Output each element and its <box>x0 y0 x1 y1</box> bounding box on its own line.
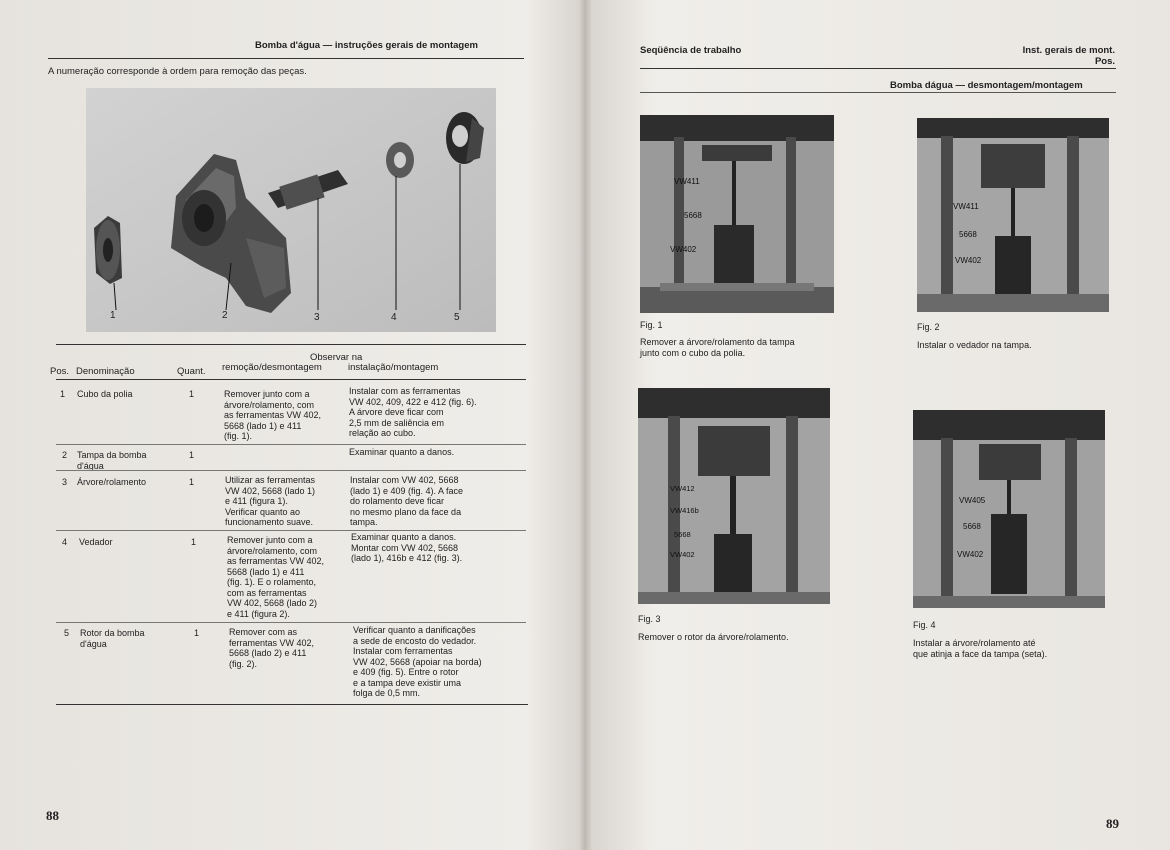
row-removal: Remover junto com a árvore/rolamento, com as ferramentas VW 402, 5668 (lado 1) e 411 (fig. 1). E o rolamento, com as ferramentas VW 402, 5668 (lado 2) e 411 (figura 2). <box>227 535 325 619</box>
table-top-rule <box>56 344 526 345</box>
tool-label: 5668 <box>684 211 702 220</box>
fig4-caption: Instalar a árvore/rolamento até que atinja a face da tampa (seta). <box>913 638 1048 659</box>
row-divider <box>56 530 526 531</box>
page-number: 89 <box>1106 816 1119 831</box>
header-right-1: Inst. gerais de mont. <box>1022 45 1115 56</box>
row-install: Examinar quanto a danos. <box>349 447 455 457</box>
page-header: Bomba d'água — instruções gerais de montagem <box>255 40 478 51</box>
tool-label: VW402 <box>957 550 984 559</box>
row-name: Vedador <box>79 537 113 547</box>
page-number: 88 <box>46 808 59 823</box>
col-install-header: instalação/montagem <box>348 362 439 373</box>
row-name: Rotor da bomba d'água <box>80 628 145 649</box>
row-pos: 3 <box>62 477 68 487</box>
part-number-2: 2 <box>222 310 228 321</box>
row-removal: Remover junto com a árvore/rolamento, com as ferramentas VW 402, 5668 (lado 1) e 411 (fig. 1). <box>224 389 322 441</box>
row-divider <box>56 444 526 445</box>
header-right-2: Pos. <box>1094 56 1115 67</box>
tool-label: VW402 <box>670 550 695 559</box>
col-pos-header: Pos. <box>50 366 70 377</box>
row-pos: 1 <box>60 389 66 399</box>
row-qty: 1 <box>189 389 195 399</box>
row-name: Tampa da bomba d'água <box>77 450 147 471</box>
row-pos: 4 <box>62 537 68 547</box>
row-pos: 2 <box>62 450 68 460</box>
tool-label: VW416b <box>670 506 699 515</box>
fig4-photo <box>913 410 1105 608</box>
tool-label: VW402 <box>955 256 982 265</box>
col-name-header: Denominação <box>76 366 135 377</box>
row-install: Instalar com VW 402, 5668 (lado 1) e 409 (fig. 4). A face do rolamento deve ficar no mesmo plano da face da tampa. <box>350 475 464 527</box>
intro-text: A numeração corresponde à ordem para remoção das peças. <box>48 66 307 77</box>
row-divider <box>56 622 526 623</box>
tool-label: 5668 <box>959 230 977 239</box>
left-page <box>0 0 580 850</box>
row-divider <box>56 470 526 471</box>
section-header: Seqüência de trabalho <box>640 45 742 56</box>
part-number-1: 1 <box>110 310 116 321</box>
row-pos: 5 <box>64 628 70 638</box>
fig2-photo <box>917 118 1109 312</box>
row-qty: 1 <box>189 450 195 460</box>
fig3-photo <box>638 388 830 604</box>
col-removal-header: remoção/desmontagem <box>222 362 322 373</box>
row-name: Árvore/rolamento <box>77 477 147 487</box>
row-qty: 1 <box>191 537 197 547</box>
part-number-4: 4 <box>391 312 397 323</box>
part-number-5: 5 <box>454 312 460 323</box>
row-removal: Utilizar as ferramentas VW 402, 5668 (lado 1) e 411 (figura 1). Verificar quanto ao funcionamento suave. <box>225 475 316 527</box>
fig3-caption: Remover o rotor da árvore/rolamento. <box>638 632 789 642</box>
row-qty: 1 <box>189 477 195 487</box>
row-install: Verificar quanto a danificações a sede de encosto do vedador. Instalar com ferramentas VW 402, 5668 (apoiar na borda) e 409 (fig. 5). Entre o rotor e a tampa deve existir uma folga de 0,5 mm. <box>353 625 482 698</box>
fig1-label: Fig. 1 <box>640 320 663 330</box>
fig1-caption: Remover a árvore/rolamento da tampa junto com o cubo da polia. <box>640 337 795 358</box>
tool-label: VW411 <box>674 177 700 186</box>
row-name: Cubo da polia <box>77 389 133 399</box>
header-rule <box>640 68 1116 69</box>
subheader: Bomba dágua — desmontagem/montagem <box>890 80 1083 91</box>
tool-label: VW411 <box>953 202 979 211</box>
col-qty-header: Quant. <box>177 366 206 377</box>
tool-label: VW405 <box>959 496 986 505</box>
header-rule <box>48 58 524 59</box>
tool-label: VW402 <box>670 245 697 254</box>
tool-label: VW412 <box>670 484 695 493</box>
fig2-caption: Instalar o vedador na tampa. <box>917 340 1032 350</box>
right-page <box>590 0 1170 850</box>
table-bottom-rule <box>56 704 528 705</box>
row-install: Examinar quanto a danos. Montar com VW 402, 5668 (lado 1), 416b e 412 (fig. 3). <box>351 532 463 563</box>
part-number-3: 3 <box>314 312 320 323</box>
exploded-view-photo <box>86 88 496 332</box>
fig3-label: Fig. 3 <box>638 614 661 624</box>
row-removal: Remover com as ferramentas VW 402, 5668 (lado 2) e 411 (fig. 2). <box>229 627 315 669</box>
row-qty: 1 <box>194 628 200 638</box>
fig1-photo <box>640 115 834 313</box>
tool-label: 5668 <box>963 522 981 531</box>
fig2-label: Fig. 2 <box>917 322 940 332</box>
table-header-rule <box>56 379 526 380</box>
fig4-label: Fig. 4 <box>913 620 936 630</box>
subheader-rule <box>640 92 1116 93</box>
row-install: Instalar com as ferramentas VW 402, 409, 422 e 412 (fig. 6). A árvore deve ficar com 2,5 mm de saliência em relação ao cubo. <box>349 386 477 438</box>
col-observe-header: Observar na <box>310 352 363 363</box>
tool-label: 5668 <box>674 530 691 539</box>
